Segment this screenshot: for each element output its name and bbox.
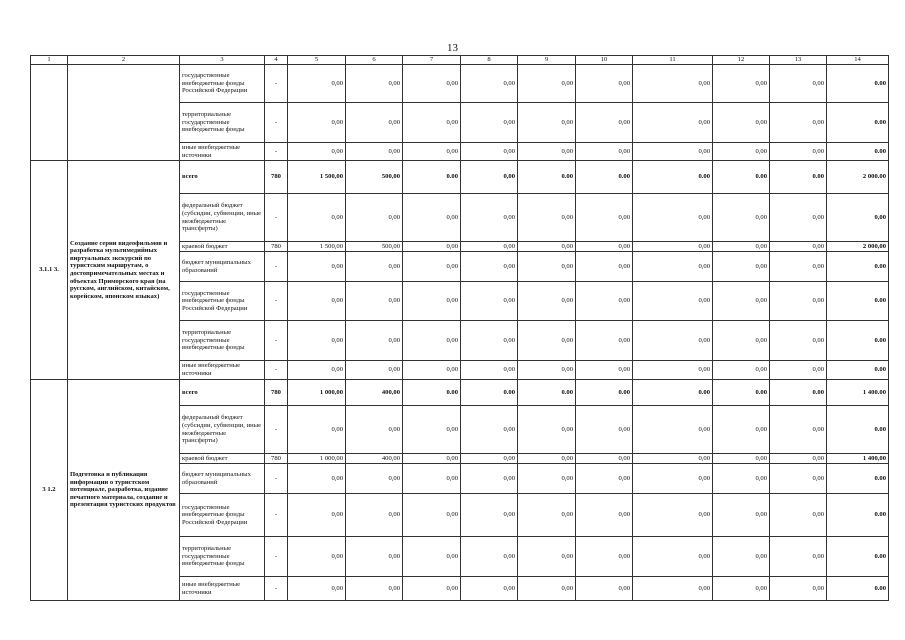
value-cell: 0.00 bbox=[576, 161, 633, 194]
description-cell: Создание серии видеофильмов и разработка мультимедийных виртуальных экскурсий по туристским маршрутам, о достопримечательных местах и объектах Приморского края (на русском, английском, китайском, корейском, японском языках) bbox=[68, 161, 180, 380]
value-cell: 0,00 bbox=[713, 242, 770, 252]
value-cell: 0,00 bbox=[346, 406, 403, 454]
value-cell: 0,00 bbox=[461, 252, 518, 282]
value-cell: 0,00 bbox=[346, 252, 403, 282]
code-cell: 780 bbox=[265, 242, 288, 252]
value-cell: 0.00 bbox=[518, 161, 576, 194]
value-cell: 0,00 bbox=[633, 321, 713, 361]
funding-source-cell: бюджет муниципальных образований bbox=[180, 252, 265, 282]
value-cell: 0,00 bbox=[770, 194, 827, 242]
value-cell: 0,00 bbox=[518, 577, 576, 601]
funding-source-cell: территориальные государственные внебюджетные фонды bbox=[180, 103, 265, 143]
value-cell: 0,00 bbox=[461, 494, 518, 537]
value-cell: 0,00 bbox=[770, 143, 827, 161]
value-cell: 0,00 bbox=[633, 537, 713, 577]
value-cell: 0,00 bbox=[713, 406, 770, 454]
description-cell: Подготовка и публикация информации о туристском потенциале, разработка, издание печатного материала, создание и презентация туристских продуктов bbox=[68, 380, 180, 601]
value-cell: 0,00 bbox=[518, 252, 576, 282]
column-number: 11 bbox=[633, 56, 713, 65]
value-cell: 0,00 bbox=[770, 103, 827, 143]
value-cell: 0,00 bbox=[288, 103, 346, 143]
value-cell: 0,00 bbox=[403, 494, 461, 537]
value-cell: 0,00 bbox=[770, 577, 827, 601]
value-cell: 0,00 bbox=[403, 282, 461, 321]
column-number: 1 bbox=[31, 56, 68, 65]
value-cell: 0,00 bbox=[518, 454, 576, 464]
value-cell: 0,00 bbox=[633, 194, 713, 242]
value-cell: 0,00 bbox=[576, 577, 633, 601]
value-cell: 0,00 bbox=[713, 454, 770, 464]
value-cell: 0,00 bbox=[827, 194, 889, 242]
value-cell: 0,00 bbox=[770, 454, 827, 464]
value-cell: 0,00 bbox=[461, 321, 518, 361]
value-cell: 0,00 bbox=[461, 161, 518, 194]
funding-source-cell: территориальные государственные внебюджетные фонды bbox=[180, 537, 265, 577]
value-cell: 0,00 bbox=[576, 252, 633, 282]
value-cell: 0,00 bbox=[633, 103, 713, 143]
value-cell: 0,00 bbox=[633, 494, 713, 537]
value-cell: 0,00 bbox=[576, 242, 633, 252]
column-number: 13 bbox=[770, 56, 827, 65]
code-cell: - bbox=[265, 65, 288, 103]
value-cell: 0,00 bbox=[461, 361, 518, 380]
code-cell: - bbox=[265, 194, 288, 242]
value-cell: 0,00 bbox=[518, 143, 576, 161]
funding-source-cell: государственные внебюджетные фонды Российской Федерации bbox=[180, 494, 265, 537]
funding-source-cell: краевой бюджет bbox=[180, 242, 265, 252]
value-cell: 0,00 bbox=[633, 406, 713, 454]
value-cell: 500,00 bbox=[346, 242, 403, 252]
value-cell: 0,00 bbox=[518, 361, 576, 380]
column-number: 4 bbox=[265, 56, 288, 65]
value-cell: 0,00 bbox=[461, 194, 518, 242]
value-cell: 0.00 bbox=[770, 161, 827, 194]
value-cell: 0,00 bbox=[518, 321, 576, 361]
value-cell: 0,00 bbox=[576, 143, 633, 161]
value-cell: 0,00 bbox=[288, 65, 346, 103]
column-number: 8 bbox=[461, 56, 518, 65]
value-cell: 0,00 bbox=[403, 464, 461, 494]
value-cell: 0,00 bbox=[713, 65, 770, 103]
value-cell: 0.00 bbox=[827, 577, 889, 601]
value-cell: 0.00 bbox=[827, 537, 889, 577]
value-cell: 0,00 bbox=[770, 464, 827, 494]
value-cell: 0,00 bbox=[576, 464, 633, 494]
value-cell: 0,00 bbox=[461, 537, 518, 577]
value-cell: 0,00 bbox=[633, 282, 713, 321]
value-cell: 0,00 bbox=[288, 321, 346, 361]
value-cell: 0,00 bbox=[576, 361, 633, 380]
code-cell: - bbox=[265, 577, 288, 601]
column-number: 2 bbox=[68, 56, 180, 65]
funding-source-cell: федеральный бюджет (субсидии, субвенции, иные межбюджетные трансферты) bbox=[180, 406, 265, 454]
value-cell: 500,00 bbox=[346, 161, 403, 194]
value-cell: 0.00 bbox=[713, 161, 770, 194]
value-cell: 0.00 bbox=[576, 380, 633, 406]
value-cell: 0,00 bbox=[633, 242, 713, 252]
value-cell: 0,00 bbox=[403, 242, 461, 252]
funding-source-cell: иные внебюджетные источники bbox=[180, 143, 265, 161]
value-cell: 0,00 bbox=[403, 406, 461, 454]
value-cell: 0,00 bbox=[770, 242, 827, 252]
value-cell: 2 000.00 bbox=[827, 161, 889, 194]
column-number: 12 bbox=[713, 56, 770, 65]
value-cell: 0,00 bbox=[713, 143, 770, 161]
description-cell bbox=[68, 65, 180, 161]
value-cell: 0.00 bbox=[518, 380, 576, 406]
column-number-row bbox=[31, 56, 889, 65]
value-cell: 0,00 bbox=[346, 537, 403, 577]
value-cell: 0,00 bbox=[713, 252, 770, 282]
value-cell: 0,00 bbox=[461, 65, 518, 103]
value-cell: 0,00 bbox=[633, 65, 713, 103]
column-number: 3 bbox=[180, 56, 265, 65]
value-cell: 0,00 bbox=[518, 194, 576, 242]
value-cell: 0,00 bbox=[403, 252, 461, 282]
table-row bbox=[31, 161, 889, 194]
funding-source-cell: всего bbox=[180, 380, 265, 406]
value-cell: 0.00 bbox=[827, 464, 889, 494]
code-cell: - bbox=[265, 494, 288, 537]
value-cell: 0,00 bbox=[576, 494, 633, 537]
value-cell: 0,00 bbox=[288, 464, 346, 494]
code-cell: - bbox=[265, 103, 288, 143]
value-cell: 0,00 bbox=[346, 464, 403, 494]
value-cell: 0.00 bbox=[827, 406, 889, 454]
value-cell: 2 000,00 bbox=[827, 242, 889, 252]
page-number: 13 bbox=[447, 42, 458, 54]
value-cell: 0,00 bbox=[346, 494, 403, 537]
value-cell: 0,00 bbox=[403, 143, 461, 161]
value-cell: 0,00 bbox=[461, 406, 518, 454]
value-cell: 0,00 bbox=[713, 577, 770, 601]
table-body bbox=[31, 65, 889, 601]
column-number: 6 bbox=[346, 56, 403, 65]
value-cell: 0,00 bbox=[713, 321, 770, 361]
value-cell: 0,00 bbox=[518, 242, 576, 252]
value-cell: 0,00 bbox=[461, 242, 518, 252]
value-cell: 0.00 bbox=[827, 361, 889, 380]
funding-source-cell: государственные внебюджетные фонды Российской Федерации bbox=[180, 65, 265, 103]
value-cell: 0,00 bbox=[403, 577, 461, 601]
value-cell: 0,00 bbox=[346, 577, 403, 601]
funding-source-cell: территориальные государственные внебюджетные фонды bbox=[180, 321, 265, 361]
code-cell: - bbox=[265, 464, 288, 494]
code-cell: - bbox=[265, 361, 288, 380]
value-cell: 0.00 bbox=[827, 103, 889, 143]
value-cell: 0,00 bbox=[713, 464, 770, 494]
code-cell: - bbox=[265, 143, 288, 161]
code-cell: 780 bbox=[265, 454, 288, 464]
code-cell: - bbox=[265, 321, 288, 361]
value-cell: 0,00 bbox=[461, 103, 518, 143]
value-cell: 0.00 bbox=[633, 380, 713, 406]
value-cell: 0,00 bbox=[770, 361, 827, 380]
value-cell: 0.00 bbox=[461, 380, 518, 406]
funding-source-cell: всего bbox=[180, 161, 265, 194]
value-cell: 0,00 bbox=[633, 252, 713, 282]
value-cell: 0,00 bbox=[288, 406, 346, 454]
value-cell: 0,00 bbox=[518, 103, 576, 143]
value-cell: 0.00 bbox=[713, 380, 770, 406]
value-cell: 0.00 bbox=[770, 380, 827, 406]
value-cell: 0,00 bbox=[346, 65, 403, 103]
value-cell: 0,00 bbox=[288, 537, 346, 577]
funding-source-cell: государственные внебюджетные фонды Российской Федерации bbox=[180, 282, 265, 321]
funding-source-cell: федеральный бюджет (субсидии, субвенции, иные межбюджетные трансферты) bbox=[180, 194, 265, 242]
value-cell: 0,00 bbox=[576, 103, 633, 143]
value-cell: 0,00 bbox=[403, 537, 461, 577]
value-cell: 0.00 bbox=[827, 252, 889, 282]
value-cell: 0,00 bbox=[403, 103, 461, 143]
code-cell: - bbox=[265, 252, 288, 282]
code-cell: - bbox=[265, 406, 288, 454]
value-cell: 400,00 bbox=[346, 454, 403, 464]
value-cell: 0.00 bbox=[827, 494, 889, 537]
column-number: 7 bbox=[403, 56, 461, 65]
column-number: 10 bbox=[576, 56, 633, 65]
value-cell: 0,00 bbox=[518, 406, 576, 454]
value-cell: 0.00 bbox=[827, 321, 889, 361]
value-cell: 0,00 bbox=[713, 282, 770, 321]
value-cell: 0,00 bbox=[576, 282, 633, 321]
value-cell: 0,00 bbox=[461, 143, 518, 161]
funding-source-cell: краевой бюджет bbox=[180, 454, 265, 464]
row-id-cell bbox=[31, 65, 68, 161]
value-cell: 0,00 bbox=[713, 494, 770, 537]
value-cell: 0,00 bbox=[346, 143, 403, 161]
value-cell: 0,00 bbox=[633, 577, 713, 601]
value-cell: 0,00 bbox=[288, 494, 346, 537]
value-cell: 0,00 bbox=[403, 361, 461, 380]
value-cell: 0,00 bbox=[633, 464, 713, 494]
value-cell: 1 400,00 bbox=[827, 454, 889, 464]
value-cell: 0,00 bbox=[576, 406, 633, 454]
value-cell: 0,00 bbox=[633, 143, 713, 161]
value-cell: 0.00 bbox=[633, 161, 713, 194]
value-cell: 0.00 bbox=[827, 65, 889, 103]
value-cell: 0,00 bbox=[288, 577, 346, 601]
value-cell: 0,00 bbox=[346, 282, 403, 321]
value-cell: 0,00 bbox=[713, 194, 770, 242]
value-cell: 0,00 bbox=[518, 464, 576, 494]
value-cell: 0,00 bbox=[576, 321, 633, 361]
value-cell: 0,00 bbox=[403, 454, 461, 464]
value-cell: 0,00 bbox=[633, 361, 713, 380]
table-row bbox=[31, 380, 889, 406]
funding-source-cell: иные внебюджетные источники bbox=[180, 361, 265, 380]
value-cell: 0,00 bbox=[288, 252, 346, 282]
value-cell: 0.00 bbox=[827, 282, 889, 321]
value-cell: 0,00 bbox=[288, 194, 346, 242]
value-cell: 0,00 bbox=[461, 282, 518, 321]
row-id-cell: 3 1.2 bbox=[31, 380, 68, 601]
value-cell: 0,00 bbox=[346, 194, 403, 242]
value-cell: 0,00 bbox=[713, 361, 770, 380]
value-cell: 0,00 bbox=[518, 537, 576, 577]
value-cell: 0,00 bbox=[770, 321, 827, 361]
value-cell: 0,00 bbox=[633, 454, 713, 464]
value-cell: 0,00 bbox=[576, 454, 633, 464]
value-cell: 1 500,00 bbox=[288, 161, 346, 194]
value-cell: 0,00 bbox=[576, 65, 633, 103]
value-cell: 0.00 bbox=[403, 161, 461, 194]
code-cell: 780 bbox=[265, 380, 288, 406]
value-cell: 0,00 bbox=[518, 65, 576, 103]
value-cell: 0,00 bbox=[346, 103, 403, 143]
value-cell: 0.00 bbox=[403, 380, 461, 406]
value-cell: 0,00 bbox=[403, 194, 461, 242]
column-number: 14 bbox=[827, 56, 889, 65]
value-cell: 0,00 bbox=[518, 494, 576, 537]
table-row bbox=[31, 65, 889, 103]
value-cell: 0,00 bbox=[346, 321, 403, 361]
value-cell: 0,00 bbox=[403, 65, 461, 103]
value-cell: 0,00 bbox=[713, 103, 770, 143]
value-cell: 1 000,00 bbox=[288, 380, 346, 406]
value-cell: 0,00 bbox=[770, 282, 827, 321]
value-cell: 0,00 bbox=[461, 577, 518, 601]
value-cell: 1 000,00 bbox=[288, 454, 346, 464]
value-cell: 0,00 bbox=[770, 494, 827, 537]
value-cell: 0,00 bbox=[576, 537, 633, 577]
value-cell: 0,00 bbox=[770, 252, 827, 282]
row-id-cell: 3.1.1 3. bbox=[31, 161, 68, 380]
budget-table bbox=[30, 55, 889, 601]
value-cell: 400,00 bbox=[346, 380, 403, 406]
funding-source-cell: бюджет муниципальных образований bbox=[180, 464, 265, 494]
value-cell: 0,00 bbox=[576, 194, 633, 242]
code-cell: - bbox=[265, 537, 288, 577]
value-cell: 0,00 bbox=[288, 282, 346, 321]
value-cell: 1 500,00 bbox=[288, 242, 346, 252]
funding-source-cell: иные внебюджетные источники bbox=[180, 577, 265, 601]
value-cell: 0,00 bbox=[346, 361, 403, 380]
value-cell: 0,00 bbox=[770, 65, 827, 103]
value-cell: 0,00 bbox=[770, 537, 827, 577]
value-cell: 0,00 bbox=[403, 321, 461, 361]
code-cell: 780 bbox=[265, 161, 288, 194]
column-number: 9 bbox=[518, 56, 576, 65]
value-cell: 0.00 bbox=[827, 143, 889, 161]
value-cell: 0,00 bbox=[770, 406, 827, 454]
value-cell: 0,00 bbox=[461, 464, 518, 494]
value-cell: 0,00 bbox=[288, 361, 346, 380]
value-cell: 0,00 bbox=[518, 282, 576, 321]
code-cell: - bbox=[265, 282, 288, 321]
column-number: 5 bbox=[288, 56, 346, 65]
value-cell: 0,00 bbox=[461, 454, 518, 464]
value-cell: 1 400.00 bbox=[827, 380, 889, 406]
value-cell: 0,00 bbox=[288, 143, 346, 161]
value-cell: 0,00 bbox=[713, 537, 770, 577]
